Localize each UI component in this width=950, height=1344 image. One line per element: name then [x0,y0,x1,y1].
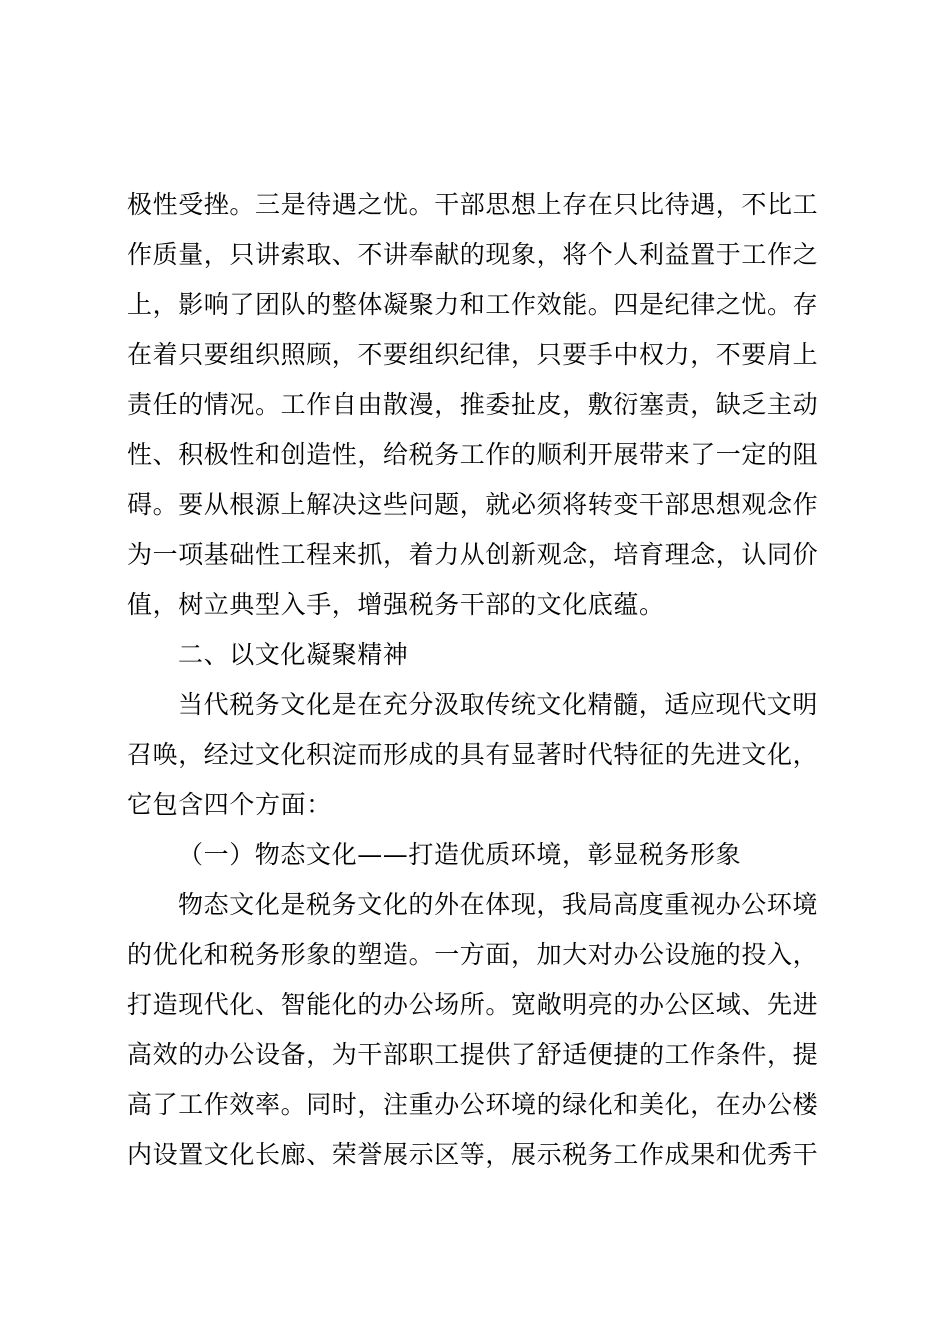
text-line: 责任的情况。工作自由散漫，推委扯皮，敷衍塞责，缺乏主动 [127,390,819,419]
text-line: 在着只要组织照顾，不要组织纪律，只要手中权力，不要肩上 [127,340,819,369]
text-line: 高效的办公设备，为干部职工提供了舒适便捷的工作条件，提 [127,1040,819,1069]
text-line: 打造现代化、智能化的办公场所。宽敞明亮的办公区域、先进 [127,990,819,1019]
document-body [127,180,837,1180]
text-line: 作质量，只讲索取、不讲奉献的现象，将个人利益置于工作之 [127,240,819,269]
text-line: 高了工作效率。同时，注重办公环境的绿化和美化，在办公楼 [127,1090,819,1119]
text-line: 内设置文化长廊、荣誉展示区等，展示税务工作成果和优秀干 [127,1140,819,1169]
text-line: 碍。要从根源上解决这些问题，就必须将转变干部思想观念作 [127,490,819,519]
paragraph-first-line: 当代税务文化是在充分汲取传统文化精髓，适应现代文明 [178,690,819,719]
section-heading: 二、以文化凝聚精神 [178,640,409,669]
text-line: 它包含四个方面： [127,790,332,819]
text-line: 值，树立典型入手，增强税务干部的文化底蕴。 [127,590,665,619]
text-line: 召唤，经过文化积淀而形成的具有显著时代特征的先进文化， [127,740,819,769]
text-line: 性、积极性和创造性，给税务工作的顺利开展带来了一定的阻 [127,440,819,469]
text-line: 的优化和税务形象的塑造。一方面，加大对办公设施的投入， [127,940,819,969]
text-line: 上，影响了团队的整体凝聚力和工作效能。四是纪律之忧。存 [127,290,819,319]
subsection-heading: （一）物态文化——打造优质环境，彰显税务形象 [178,840,742,869]
paragraph-first-line: 物态文化是税务文化的外在体现，我局高度重视办公环境 [178,890,819,919]
text-line: 极性受挫。三是待遇之忧。干部思想上存在只比待遇，不比工 [127,190,819,219]
text-line: 为一项基础性工程来抓，着力从创新观念，培育理念，认同价 [127,540,819,569]
